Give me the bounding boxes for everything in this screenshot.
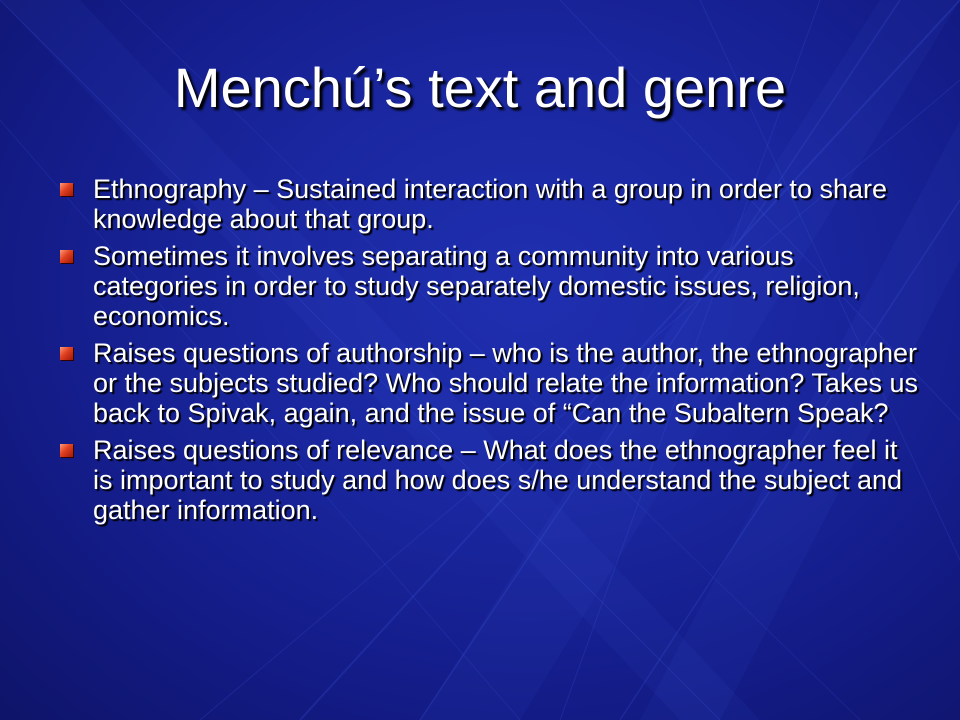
square-bullet-icon [60, 347, 73, 360]
bullet-text: Ethnography – Sustained interaction with a group in order to share knowledge about that group. [93, 174, 887, 234]
square-bullet-icon [60, 250, 73, 263]
bullet-item [60, 338, 920, 428]
bullet-text: Raises questions of authorship – who is the author, the ethnographer or the subjects studied? Who should relate the information? Takes us back to Spivak, again, and the issue of “Can the Subaltern Speak? [93, 338, 918, 428]
bullet-text: Raises questions of relevance – What does the ethnographer feel it is important to study and how does s/he understand the subject and gather information. [93, 435, 903, 525]
bullet-text: Sometimes it involves separating a community into various categories in order to study separately domestic issues, religion, economics. [93, 241, 860, 331]
slide-title: Menchú’s text and genre [173, 56, 787, 119]
bullet-item [60, 435, 920, 525]
bullet-item [60, 241, 920, 331]
square-bullet-icon [60, 444, 73, 457]
square-bullet-icon [60, 183, 73, 196]
bullet-item [60, 174, 920, 234]
bullet-list [60, 174, 920, 532]
